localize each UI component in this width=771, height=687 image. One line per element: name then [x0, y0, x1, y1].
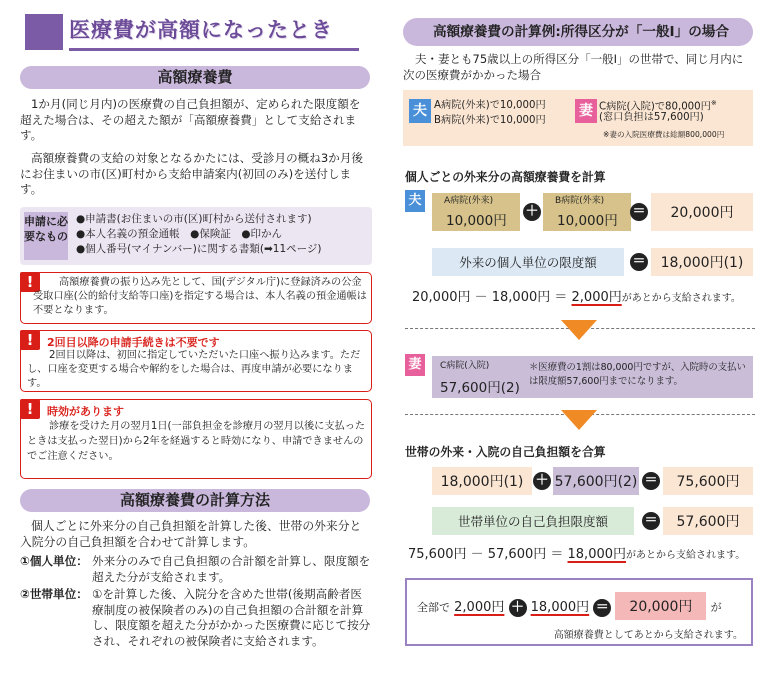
equals-icon: ＝	[642, 472, 660, 490]
section1-para2: 高額療養費の支給の対象となるかたには、受診月の概ね3か月後にお住まいの市(区)町村から支給申請案内(初回のみ)を送付します。	[20, 151, 364, 196]
b-hospital-label: B病院(外来)	[555, 196, 605, 206]
plus-icon: ＋	[533, 472, 551, 490]
limit2-value: 57,600円	[663, 507, 753, 535]
total-ga: が	[710, 601, 722, 614]
notice-3-title: 時効があります	[47, 405, 124, 418]
total-a: 2,000円	[454, 600, 505, 615]
notice-2-text: 2回目以降は、初回に指定していただいた口座へ振り込みます。ただし、口座を変更する場合や解約をした場合は、再度申請が必要になります。	[27, 350, 361, 389]
right-intro: 夫・妻とも75歳以上の所得区分「一般Ⅰ」の世帯で、同じ月内に次の医療費がかかった場合	[403, 52, 744, 82]
v2-box: 57,600円(2)	[553, 467, 639, 495]
item2-label: ②世帯単位：	[20, 587, 88, 601]
exclamation-icon: !	[20, 272, 40, 292]
calc2-line	[408, 543, 758, 562]
exclamation-icon: !	[20, 330, 40, 350]
equals-icon: ＝	[630, 203, 648, 221]
exclamation-icon: !	[20, 399, 40, 419]
wife-line-1-text: C病院(入院)で80,000円	[599, 101, 711, 113]
notice-1-text: 高額療養費の振り込み先として、国(デジタル庁)に登録済みの公金受取口座(公的給付支給等口座)を指定する場合は、本人名義の預金通帳は不要となります。	[33, 277, 367, 316]
section2-heading: 高額療養費の計算方法	[20, 489, 370, 512]
equals-icon: ＝	[630, 253, 648, 271]
calc2-tail: があとから支給されます。	[626, 550, 746, 561]
calc2-left: 75,600円 － 57,600円 ＝	[408, 547, 564, 562]
sum1-box: 20,000円	[651, 193, 753, 231]
total-box	[405, 578, 753, 646]
calc2-result: 18,000円	[567, 547, 627, 562]
calc1-line	[412, 286, 757, 305]
v1-box: 18,000円(1)	[432, 467, 532, 495]
limit1-value: 18,000円(1)	[651, 248, 753, 276]
case-box	[403, 90, 753, 146]
wife-badge: 妻	[575, 99, 597, 123]
notice-2	[20, 330, 372, 392]
equals-icon: ＝	[593, 599, 611, 617]
notice-3	[20, 399, 372, 479]
a-hospital-box	[432, 193, 520, 231]
left-main-title-bar	[25, 12, 360, 52]
section1-heading: 高額療養費	[20, 66, 370, 89]
c-hospital-note: ＊医療費の1割は80,000円ですが、入院時の支払いは限度額57,600円までになります。	[529, 362, 746, 387]
required-box	[20, 207, 372, 265]
husband-badge: 夫	[409, 99, 431, 123]
required-item-2: ●本人名義の預金通帳 ●保険証 ●印かん	[76, 228, 282, 240]
notice-1	[20, 272, 372, 324]
wife-badge-2: 妻	[405, 354, 425, 376]
step1-title: 個人ごとの外来分の高額療養費を計算	[405, 170, 606, 184]
item2-text: ①を計算した後、入院分を含めた世帯(後期高齢者医療制度の被保険者のみ)の自己負担額の合計額を計算し、限度額を超えた分がかかった医療費に応じて按分され、それぞれの被保険者に支給されます。	[92, 587, 371, 648]
required-item-1: ●申請書(お住まいの市(区)町村から送付されます)	[76, 213, 312, 225]
limit1-label: 外来の個人単位の限度額	[432, 248, 624, 276]
right-title: 高額療養費の計算例:所得区分が「一般Ⅰ」の場合	[433, 24, 729, 40]
wife-note: ※妻の入院医療費は総額800,000円	[603, 130, 725, 139]
title-underline	[69, 48, 359, 51]
total-result: 20,000円	[615, 592, 706, 620]
husband-line-1: A病院(外来)で10,000円	[434, 100, 546, 111]
plus-icon: ＋	[523, 203, 541, 221]
wife-line-2: (窓口負担は57,600円)	[599, 112, 704, 123]
c-hospital-label: C病院(入院)	[440, 361, 490, 371]
calc1-left: 20,000円 － 18,000円 ＝	[412, 290, 568, 305]
husband-badge-2: 夫	[405, 190, 425, 212]
required-label: 申請に必要なもの	[24, 212, 68, 260]
section2-intro: 個人ごとに外来分の自己負担額を計算した後、世帯の外来分と入院分の自己負担額を合わせて計算します。	[20, 519, 362, 549]
total-prefix: 全部で	[417, 601, 450, 614]
calc1-result: 2,000円	[571, 290, 622, 305]
arrow-down-icon	[561, 320, 597, 340]
b-hospital-value: 10,000円	[557, 213, 618, 229]
wife-asterisk: ※	[710, 99, 717, 107]
total-tail: 高額療養費としてあとから支給されます。	[553, 630, 743, 641]
c-hospital-box	[432, 356, 753, 398]
notice-3-text: 診療を受けた月の翌月1日(一部負担金を診療月の翌月以後に支払ったときは支払った翌日)から2年を経過すると時効になり、申請できませんのでご注意ください。	[27, 421, 366, 462]
a-hospital-label: A病院(外来)	[444, 196, 494, 206]
c-hospital-value: 57,600円(2)	[440, 380, 520, 396]
v3-box: 75,600円	[663, 467, 753, 495]
section1-para1: 1か月(同じ月内)の医療費の自己負担額が、定められた限度額を超えた場合は、その超えた額が「高額療養費」として支給されます。	[20, 97, 361, 142]
equals-icon: ＝	[642, 512, 660, 530]
step2-title: 世帯の外来・入院の自己負担額を合算	[405, 445, 606, 459]
item1-text: 外来分のみで自己負担額の合計額を計算し、限度額を超えた分が支給されます。	[92, 554, 371, 584]
right-title-bar	[403, 18, 753, 46]
item1-label: ①個人単位：	[20, 554, 88, 568]
title-icon	[25, 14, 63, 50]
main-title: 医療費が高額になったとき	[69, 18, 333, 42]
b-hospital-box	[543, 193, 631, 231]
limit2-label: 世帯単位の自己負担限度額	[432, 507, 634, 535]
husband-line-2: B病院(外来)で10,000円	[434, 115, 546, 126]
plus-icon: ＋	[509, 599, 527, 617]
calc1-tail: があとから支給されます。	[621, 293, 741, 304]
a-hospital-value: 10,000円	[446, 213, 507, 229]
arrow-down-icon	[561, 410, 597, 430]
notice-2-title: 2回目以降の申請手続きは不要です	[47, 336, 220, 349]
total-b: 18,000円	[530, 600, 590, 615]
required-item-3: ●個人番号(マイナンバー)に関する書類(➡11ページ)	[76, 243, 322, 255]
total-line	[417, 592, 747, 620]
